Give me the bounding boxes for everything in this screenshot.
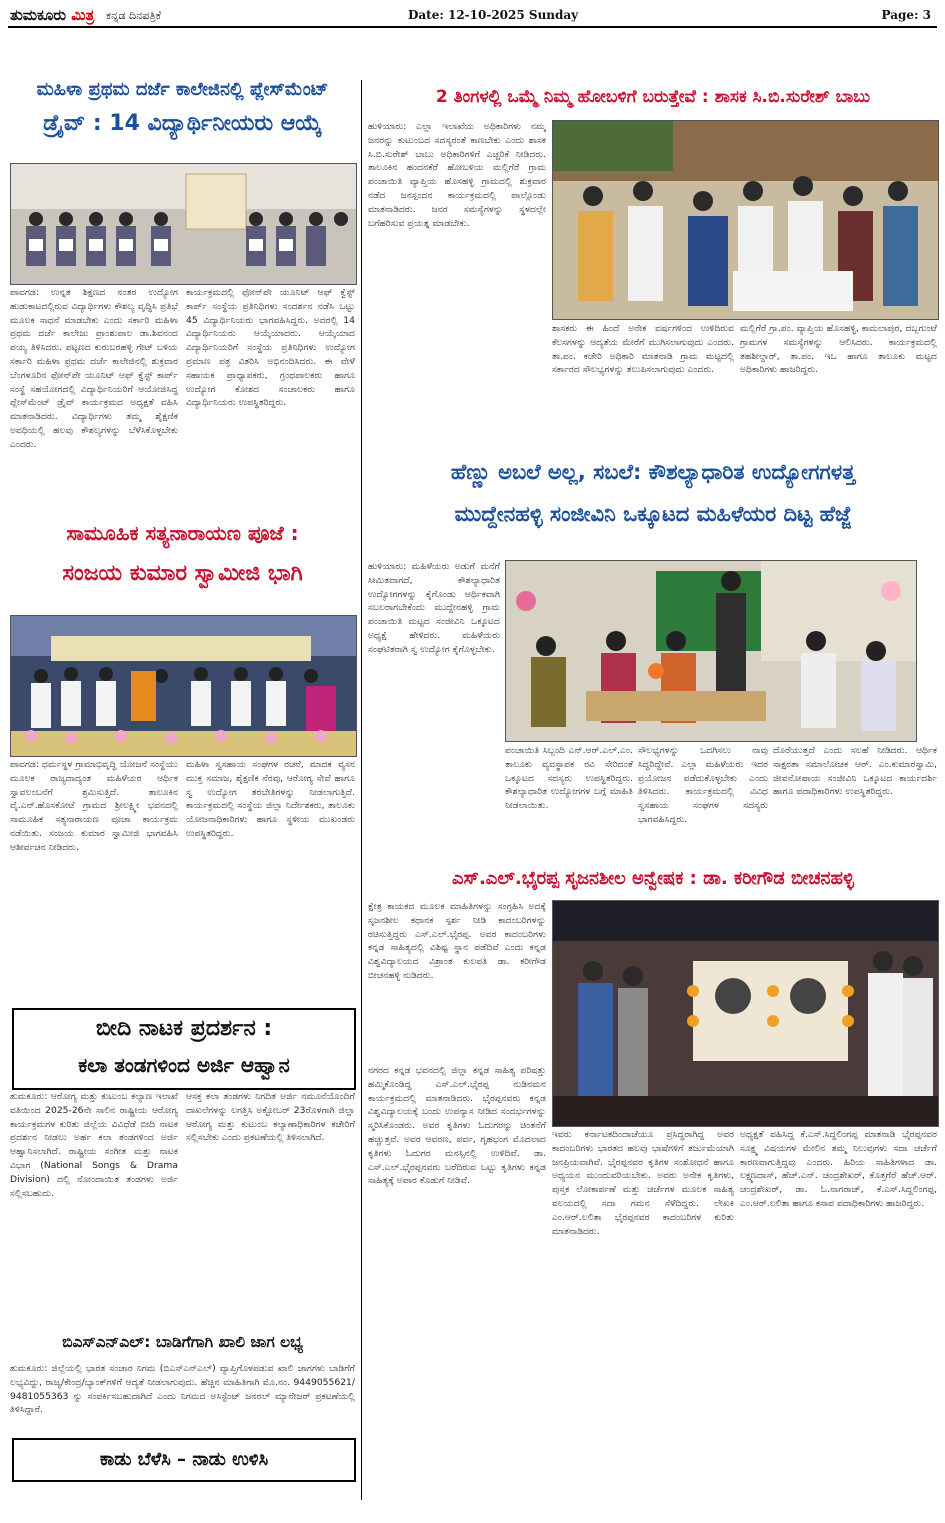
pooja-headline	[10, 522, 355, 612]
women-body-col3: ಸೌಲಭ್ಯಗಳನ್ನು ಒದಗಿಸಲು ನಾವು ಸಿದ್ಧರಿದ್ದೇವೆ. ಎಲ್ಲಾ ಮಹಿಳೆಯರು ಇದರ ಪ್ರಯೋಜನ ಪಡೆದುಕೊಳ್ಳಬೇಕು ಎಂದು ತಿಳಿಸಿದರು. ಕಾರ್ಯಕ್ರಮದಲ್ಲಿ ವಿವಿಧ ಸ್ವಸಹಾಯ ಸಂಘಗಳ ಸದಸ್ಯರು ಭಾಗವಹಿಸಿದ್ದರು.	[638, 745, 768, 825]
women-meeting-photo-image	[506, 561, 916, 741]
byrappa-photo	[552, 900, 939, 1127]
pooja-body-col1: ಪಾವಗಡ: ಧರ್ಮಸ್ಥಳ ಗ್ರಾಮಾಭಿವೃದ್ಧಿ ಯೋಜನೆ ಸಂಸ್ಥೆಯು ಮೂಲಕ ರಾಜ್ಯದಾದ್ಯಂತ ಮಹಿಳೆಯರ ಆರ್ಥಿಕ ಸ್ವಾವಲಂಬನೆಗೆ ಶ್ರಮಿಸುತ್ತಿದೆ. ತಾಲೂಕಿನ ವೈ.ಎನ್.ಹೊಸಕೋಟೆ ಗ್ರಾಮದ ಶ್ರೀಲಕ್ಷ್ಮೀ ಭವನದಲ್ಲಿ ಸಾಮೂಹಿಕ ಸತ್ಯನಾರಾಯಣ ಪೂಜಾ ಕಾರ್ಯಕ್ರಮ ನಡೆಯಿತು. ಸಂಜಯ ಕುಮಾರ ಸ್ವಾಮೀಜಿ ಭಾಗವಹಿಸಿ ಆಶೀರ್ವಚನ ನೀಡಿದರು.	[10, 759, 178, 853]
mla-body-col1: ಹುಳಿಯಾರು: ಎಲ್ಲಾ ಇಲಾಖೆಯ ಅಧಿಕಾರಿಗಳು ನಮ್ಮ ಜನರನ್ನು ಕುಟುಂಬದ ಸದಸ್ಯರಂತೆ ಕಾಣಬೇಕು ಎಂದು ಶಾಸಕ ಸಿ.ಬಿ.ಸುರೇಶ್ ಬಾಬು ಅಧಿಕಾರಿಗಳಿಗೆ ಎಚ್ಚರಿಕೆ ನೀಡಿದರು. ತಾಲೂಕಿನ ಹಂದನಕೆರೆ ಹೋಬಳಿಯ ಮಲ್ಲಿಗೆರೆ ಗ್ರಾಮ ಪಂಚಾಯಿತಿ ವ್ಯಾಪ್ತಿಯ ಹೊಸಹಳ್ಳಿ ಗ್ರಾಮದಲ್ಲಿ ಶುಕ್ರವಾರ ನಡೆದ ಜನಸ್ಪಂದನ ಕಾರ್ಯಕ್ರಮದಲ್ಲಿ ಪಾಲ್ಗೊಂಡು ಮಾತನಾಡಿದರು. ಜನರ ಸಮಸ್ಯೆಗಳನ್ನು ಸ್ಥಳದಲ್ಲೇ ಬಗೆಹರಿಸುವ ಪ್ರಯತ್ನ ಮಾಡಬೇಕು.	[368, 121, 546, 229]
page-number: Page: 3	[881, 8, 931, 22]
students-group-photo-image	[11, 164, 356, 284]
mla-body-col2: ಶಾಸಕರು ಈ ಹಿಂದೆ ಅನೇಕ ವರ್ಷಗಳಿಂದ ಉಳಿದಿರುವ ಕೆಲಸಗಳನ್ನು ಆದ್ಯತೆಯ ಮೇರೆಗೆ ಮುಗಿಸಲಾಗುವುದು ಎಂದರು. ತಾ.ಪಂ. ಕಚೇರಿ ಅಧಿಕಾರಿ ಮಾತನಾಡಿ ಗ್ರಾಮ ಮಟ್ಟದಲ್ಲಿ ಸರ್ಕಾರದ ಸೌಲಭ್ಯಗಳನ್ನು ತಲುಪಿಸಲಾಗುವುದು ಎಂದರು.	[552, 323, 734, 376]
byrappa-body-col1a: ಕ್ಷೇತ್ರ ಕಾಯಕದ ಮೂಲಕ ಮಾಹಿತಿಗಳನ್ನು ಸಂಗ್ರಹಿಸಿ ಅದಕ್ಕೆ ಸೃಜನಶೀಲ ಕಥಾನಕ ಸ್ಪರ್ಶ ನೀಡಿ ಕಾದಂಬರಿಗಳನ್ನು ರಚಿಸುತ್ತಿದ್ದರು ಎಸ್.ಎಲ್.ಭೈರಪ್ಪ. ಅವರ ಕಾದಂಬರಿಗಳು ಕನ್ನಡ ಸಾಹಿತ್ಯದಲ್ಲಿ ವಿಶಿಷ್ಟ ಸ್ಥಾನ ಪಡೆದಿವೆ ಎಂದು ಕನ್ನಡ ವಿಶ್ವವಿದ್ಯಾಲಯದ ವಿಶ್ರಾಂತ ಕುಲಪತಿ ಡಾ. ಕರೀಗೌಡ ಬೀಚನಹಳ್ಳಿ ನುಡಿದರು.	[368, 901, 546, 981]
women-headline	[368, 460, 938, 556]
issue-date: Date: 12-10-2025 Sunday	[408, 8, 579, 22]
byrappa-body-col3: ಅಧ್ಯಕ್ಷತೆ ವಹಿಸಿದ್ದ ಕೆ.ಎಸ್.ಸಿದ್ದಲಿಂಗಪ್ಪ ಮಾತನಾಡಿ ಭೈರಪ್ಪನವರ ಸೂಕ್ಷ್ಮ ವಿಷಯಗಳ ಮೇಲಿನ ತಮ್ಮ ನಿಲುವುಗಳು ಸದಾ ಚರ್ಚೆಗೆ ಕಾರಣವಾಗುತ್ತಿದ್ದವು ಎಂದರು. ಹಿರಿಯ ಸಾಹಿತಿಗಳಾದ ಡಾ. ಲಕ್ಷ್ಮಣದಾಸ್, ಹೆಚ್.ಎನ್. ಚಂದ್ರಶೇಖರ್, ಕೊತ್ತಗೆರೆ ಹೆಚ್.ಆರ್. ಚಂದ್ರಶೇಖರ್, ಡಾ. ಓ.ನಾಗರಾಜ್, ಕೆ.ಎಸ್.ಸಿದ್ದಲಿಂಗಪ್ಪ, ಎಂ.ಆರ್.ಲಲಿತಾ ಹಾಗೂ ಕಸಾಪ ಪದಾಧಿಕಾರಿಗಳು ಹಾಜರಿದ್ದರು.	[740, 1129, 937, 1209]
street-play-headline	[12, 1008, 356, 1090]
masthead	[8, 4, 937, 28]
placement-headline-line2: ಡ್ರೈವ್ : 14 ವಿದ್ಯಾರ್ಥಿನೀಯರು ಆಯ್ಕೆ	[43, 110, 322, 136]
placement-headline-line1: ಮಹಿಳಾ ಪ್ರಥಮ ದರ್ಜೆ ಕಾಲೇಜಿನಲ್ಲಿ ಪ್ಲೇಸ್‌ಮೆಂಟ್	[36, 80, 329, 100]
mla-body-col3: ಮಲ್ಲಿಗೆರೆ ಗ್ರಾ.ಪಂ. ವ್ಯಾಪ್ತಿಯ ಹೊಸಹಳ್ಳಿ, ಕಾಮಲಾಪುರ, ದಬ್ಬಗುಂಟೆ ಗ್ರಾಮಗಳ ಸಮಸ್ಯೆಗಳನ್ನು ಆಲಿಸಿದರು. ಕಾರ್ಯಕ್ರಮದಲ್ಲಿ ತಹಶೀಲ್ದಾರ್, ತಾ.ಪಂ. ಇಒ ಹಾಗೂ ತಾಲೂಕು ಮಟ್ಟದ ಅಧಿಕಾರಿಗಳು ಹಾಜರಿದ್ದರು.	[740, 323, 937, 376]
placement-body-col1: ಪಾವಗಡ: ಉನ್ನತ ಶಿಕ್ಷಣದ ನಂತರ ಉದ್ಯೋಗ ಹುಡುಕಾಟದಲ್ಲಿರುವ ವಿದ್ಯಾರ್ಥಿಗಳು ಕೌಶಲ್ಯ ವೃದ್ಧಿಸಿ ಪ್ರತಿಭೆ ಮೂಲಕ ಸಾಧನೆ ಮಾಡಬೇಕು ಎಂದು ಸರ್ಕಾರಿ ಮಹಿಳಾ ಪ್ರಥಮ ದರ್ಜೆ ಕಾಲೇಜು ಪ್ರಾಂಶುಪಾಲ ಡಾ.ಶಿವನಂದ ಪಯ್ಯ ತಿಳಿಸಿದರು. ಪಟ್ಟಣದ ಕುರುಬರಹಳ್ಳಿ ಗೇಟ್ ಬಳಿಯ ಸರ್ಕಾರಿ ಮಹಿಳಾ ಪ್ರಥಮ ದರ್ಜೆ ಕಾಲೇಜಿನಲ್ಲಿ ಶುಕ್ರವಾರ ಬೆಂಗಳೂರಿನ ಫೋನ್‌ಪೇ ಯೂನಿಟ್ ಆಫ್ ಕ್ವೆಸ್ಟ್ ಕಾರ್ಪ್ ಸಂಸ್ಥೆ ಸಹಯೋಗದಲ್ಲಿ ವಿದ್ಯಾರ್ಥಿನಿಯರಿಗೆ ಆಯೋಜಿಸಿದ್ದ ಪ್ಲೇಸ್‌ಮೆಂಟ್ ಡ್ರೈವ್ ಕಾರ್ಯಕ್ರಮದ ಅಧ್ಯಕ್ಷತೆ ವಹಿಸಿ ಮಾತನಾಡಿದರು. ವಿದ್ಯಾರ್ಥಿಗಳು ತಮ್ಮ ಶೈಕ್ಷಣಿಕ ಅವಧಿಯಲ್ಲಿ ಹಲವು ಕೌಶಲ್ಯಗಳನ್ನು ಬೆಳೆಸಿಕೊಳ್ಳಬೇಕು ಎಂದರು.	[10, 287, 178, 450]
women-body-col2: ಪಂಚಾಯಿತಿ ಸಿಬ್ಬಂದಿ ಎನ್.ಆರ್.ಎಲ್.ಎಂ. ತಾಲೂಕು ವ್ಯವಸ್ಥಾಪಕ ರವಿ ಸೇರಿದಂತೆ ಒಕ್ಕೂಟದ ಸದಸ್ಯರು ಉಪಸ್ಥಿತರಿದ್ದರು. ಕೌಶಲ್ಯಾಧಾರಿತ ಉದ್ಯೋಗಗಳ ಬಗ್ಗೆ ಮಾಹಿತಿ ನೀಡಲಾಯಿತು.	[505, 745, 633, 812]
placement-photo	[10, 163, 357, 285]
byrappa-body-col2: ಇವರು ಕರ್ನಾಟಕದಿಂದಾಚೆಯೂ ಪ್ರಸಿದ್ಧರಾಗಿದ್ದ ಅವರ ಕಾದಂಬರಿಗಳು ಭಾರತದ ಹಲವು ಭಾಷೆಗಳಿಗೆ ತರ್ಜುಮೆಯಾಗಿ ಜನಪ್ರಿಯವಾಗಿವೆ. ಭೈರಪ್ಪನವರ ಕೃತಿಗಳ ಸಂಶೋಧನೆ ಹಾಗೂ ಅಧ್ಯಯನ ಮುಂದುವರಿಯಬೇಕು. ಅವರು ಅನೇಕ ಕೃತಿಗಳು, ಪುಸ್ತಕ ಲೋಕಾರ್ಪಣೆ ಮತ್ತು ಚರ್ಚೆಗಳ ಮೂಲಕ ಸಾಹಿತ್ಯ ವಲಯದಲ್ಲಿ ಸದಾ ಗಮನ ಸೆಳೆದಿದ್ದರು. ಲೇಖಕಿ ಎಂ.ಆರ್.ಲಲಿತಾ ಭೈರಪ್ಪನವರ ಕಾದಂಬರಿಗಳ ಕುರಿತು ಮಾತನಾಡಿದರು.	[552, 1129, 734, 1237]
mla-photo	[552, 120, 939, 320]
logo-accent: ಮಿತ್ರ	[71, 6, 95, 24]
byrappa-body-col1b: ನಗರದ ಕನ್ನಡ ಭವನದಲ್ಲಿ ಜಿಲ್ಲಾ ಕನ್ನಡ ಸಾಹಿತ್ಯ ಪರಿಷತ್ತು ಹಮ್ಮಿಕೊಂಡಿದ್ದ ಎಸ್.ಎಲ್.ಭೈರಪ್ಪ ನುಡಿನಮನ ಕಾರ್ಯಕ್ರಮದಲ್ಲಿ ಮಾತನಾಡಿದರು. ಭೈರಪ್ಪನವರು ಕನ್ನಡ ವಿಶ್ವವಿದ್ಯಾಲಯಕ್ಕೆ ಬಂದು ಉಪನ್ಯಾಸ ನೀಡಿದ ಸಂದರ್ಭಗಳನ್ನು ಸ್ಮರಿಸಿಕೊಂಡರು. ಅವರ ಕೃತಿಗಳು ಓದುಗರನ್ನು ಚಿಂತನೆಗೆ ಹಚ್ಚುತ್ತವೆ. ಅವರ ಆವರಣ, ಪರ್ವ, ಗೃಹಭಂಗ ಮೊದಲಾದ ಕೃತಿಗಳು ಓದುಗರ ಮನಸ್ಸಿನಲ್ಲಿ ಉಳಿದಿವೆ. ಡಾ. ಎಸ್.ಎಲ್.ಭೈರಪ್ಪನವರು ಬರೆದಿರುವ ಒಟ್ಟು ಕೃತಿಗಳು ಕನ್ನಡ ಸಾಹಿತ್ಯಕ್ಕೆ ಅಪಾರ ಕೊಡುಗೆ ನೀಡಿವೆ.	[368, 1065, 546, 1187]
pooja-headline-line1: ಸಾಮೂಹಿಕ ಸತ್ಯನಾರಾಯಣ ಪೂಜೆ :	[66, 522, 299, 545]
pooja-stage-photo-image	[11, 616, 356, 756]
women-body-col4: ದೊರೆಯುತ್ತದೆ ಎಂದು ಸಲಹೆ ನೀಡಿದರು. ಆರ್ಥಿಕ ಸಾಕ್ಷರತಾ ಸಮಾಲೋಚಕ ಆರ್. ಎಂ.ಕುಮಾರಸ್ವಾಮಿ, ಜೀವನೋಪಾಯ ಸಂಜೀವಿನಿ ಒಕ್ಕೂಟದ ಕಾರ್ಯದರ್ಶಿ ಹಾಗೂ ಪದಾಧಿಕಾರಿಗಳು ಉಪಸ್ಥಿತರಿದ್ದರು.	[773, 745, 937, 798]
paper-subtitle: ಕನ್ನಡ ದಿನಪತ್ರಿಕೆ	[106, 9, 162, 22]
byrappa-tribute-photo-image	[553, 901, 938, 1126]
pooja-photo	[10, 615, 357, 757]
mla-headline: 2 ತಿಂಗಳಲ್ಲಿ ಒಮ್ಮೆ ನಿಮ್ಮ ಹೋಬಳಿಗೆ ಬರುತ್ತೇವೆ : ಶಾಸಕ ಸಿ.ಬಿ.ಸುರೇಶ್ ಬಾಬು	[435, 87, 871, 107]
bsnl-body: ತುಮಕೂರು: ಜಿಲ್ಲೆಯಲ್ಲಿ ಭಾರತ ಸಂಚಾರ ನಿಗಮ (ಬಿಎಸ್‌ಎನ್‌ಎಲ್) ವ್ಯಾಪ್ತಿಗೊಳಪಡುವ ಖಾಲಿ ಜಾಗಗಳು ಬಾಡಿಗೆಗೆ ಲಭ್ಯವಿದ್ದು, ರಾಜ್ಯ/ಕೇಂದ್ರ/ಬ್ಯಾಂಕ್‌ಗಳಿಗೆ ಆದ್ಯತೆ ನೀಡಲಾಗುವುದು. ಹೆಚ್ಚಿನ ಮಾಹಿತಿಗಾಗಿ ಮೊ.ನಂ. 9449055621/ 9481055363 ನ್ನು ಸಂಪರ್ಕಿಸಬಹುದಾಗಿದೆ ಎಂದು ನಿಗಮದ ಅಸಿಸ್ಟೆಂಟ್ ಜನರಲ್ ಮ್ಯಾನೇಜರ್ ಪ್ರಕಟಣೆಯಲ್ಲಿ ತಿಳಿಸಿದ್ದಾರೆ.	[10, 1363, 355, 1416]
street-play-body-col2: ಆಸಕ್ತ ಕಲಾ ತಂಡಗಳು ನಿಗದಿತ ಅರ್ಜಿ ನಮೂನೆಯೊಂದಿಗೆ ದಾಖಲೆಗಳನ್ನು ಲಗತ್ತಿಸಿ ಅಕ್ಟೋಬರ್ 23ರೊಳಗಾಗಿ ಜಿಲ್ಲಾ ಆರೋಗ್ಯ ಮತ್ತು ಕುಟುಂಬ ಕಲ್ಯಾಣಾಧಿಕಾರಿಗಳ ಕಚೇರಿಗೆ ಸಲ್ಲಿಸಬೇಕು ಎಂದು ಪ್ರಕಟಣೆಯಲ್ಲಿ ತಿಳಿಸಲಾಗಿದೆ.	[186, 1091, 355, 1144]
street-play-headline-line1: ಬೀದಿ ನಾಟಕ ಪ್ರದರ್ಶನ :	[95, 1016, 273, 1041]
women-photo	[505, 560, 917, 742]
women-headline-line2: ಮುದ್ದೇನಹಳ್ಳಿ ಸಂಜೀವಿನಿ ಒಕ್ಕೂಟದ ಮಹಿಳೆಯರ ದಿಟ್ಟ ಹೆಜ್ಜೆ	[454, 502, 852, 527]
bsnl-headline: ಬಿಎಸ್‌ಎನ್‌ಎಲ್: ಬಾಡಿಗೆಗಾಗಿ ಖಾಲಿ ಜಾಗ ಲಭ್ಯ	[62, 1334, 303, 1351]
logo-text: ತುಮಕೂರು	[10, 6, 67, 24]
pooja-body-col2: ಮಹಿಳಾ ಸ್ವಸಹಾಯ ಸಂಘಗಳ ರಚನೆ, ಮಾದಕ ವ್ಯಸನ ಮುಕ್ತ ಸಮಾಜ, ಶೈಕ್ಷಣಿಕ ನೆರವು, ಆರೋಗ್ಯ ಸೇವೆ ಹಾಗೂ ಸ್ವ ಉದ್ಯೋಗ ತರಬೇತಿಗಳನ್ನು ನೀಡಲಾಗುತ್ತಿದೆ. ಕಾರ್ಯಕ್ರಮದಲ್ಲಿ ಸಂಸ್ಥೆಯ ಜಿಲ್ಲಾ ನಿರ್ದೇಶಕರು, ತಾಲೂಕು ಯೋಜನಾಧಿಕಾರಿಗಳು ಹಾಗೂ ಸ್ಥಳೀಯ ಮುಖಂಡರು ಉಪಸ್ಥಿತರಿದ್ದರು.	[186, 759, 355, 839]
mla-meeting-photo-image	[553, 121, 938, 319]
paper-logo	[10, 6, 94, 24]
street-play-headline-line2: ಕಲಾ ತಂಡಗಳಿಂದ ಅರ್ಜಿ ಆಹ್ವಾನ	[78, 1053, 290, 1077]
pooja-headline-line2: ಸಂಜಯ ಕುಮಾರ ಸ್ವಾಮೀಜಿ ಭಾಗಿ	[62, 561, 303, 586]
byrappa-headline: ಎಸ್.ಎಲ್.ಭೈರಪ್ಪ ಸೃಜನಶೀಲ ಅನ್ವೇಷಕ : ಡಾ. ಕರೀಗೌಡ ಬೀಚನಹಳ್ಳಿ	[452, 868, 854, 889]
women-body-col1: ಹುಳಿಯಾರು: ಮಹಿಳೆಯರು ಅಡುಗೆ ಮನೆಗೆ ಸೀಮಿತವಾಗದೆ, ಕೌಶಲ್ಯಾಧಾರಿತ ಉದ್ಯೋಗಗಳನ್ನು ಕೈಗೊಂಡು ಆರ್ಥಿಕವಾಗಿ ಸಬಲರಾಗಬೇಕೆಂದು ಮುದ್ದೇನಹಳ್ಳಿ ಗ್ರಾಮ ಪಂಚಾಯಿತಿ ಮಟ್ಟದ ಸಂಜೀವಿನಿ ಒಕ್ಕೂಟದ ಅಧ್ಯಕ್ಷೆ ಹೇಳಿದರು. ಮಹಿಳೆಯರು ಸಂಘಟಿತರಾಗಿ ಸ್ವ ಉದ್ಯೋಗ ಕೈಗೊಳ್ಳಬೇಕು.	[368, 561, 500, 655]
placement-body-col2: ಕಾರ್ಯಕ್ರಮದಲ್ಲಿ ಫೋನ್‌ಪೇ ಯೂನಿಟ್ ಆಫ್ ಕ್ವೆಸ್ಟ್ ಕಾರ್ಪ್ ಸಂಸ್ಥೆಯ ಪ್ರತಿನಿಧಿಗಳು ಸಂದರ್ಶನ ನಡೆಸಿ ಒಟ್ಟು 45 ವಿದ್ಯಾರ್ಥಿನಿಯರು ಭಾಗವಹಿಸಿದ್ದರು. ಅದರಲ್ಲಿ 14 ವಿದ್ಯಾರ್ಥಿನಿಯರು ಆಯ್ಕೆಯಾದರು. ಆಯ್ಕೆಯಾದ ವಿದ್ಯಾರ್ಥಿನಿಯರಿಗೆ ಸಂಸ್ಥೆಯ ಪ್ರತಿನಿಧಿಗಳು ಉದ್ಯೋಗ ಪ್ರಮಾಣ ಪತ್ರ ವಿತರಿಸಿ ಅಭಿನಂದಿಸಿದರು. ಈ ವೇಳೆ ಸಹಾಯಕ ಪ್ರಾಧ್ಯಾಪಕರು, ಗ್ರಂಥಪಾಲಕರು ಹಾಗೂ ಉದ್ಯೋಗ ಕೋಶದ ಸಂಚಾಲಕರು ಹಾಗೂ ವಿದ್ಯಾರ್ಥಿನಿಯರು ಉಪಸ್ಥಿತರಿದ್ದರು.	[186, 287, 355, 409]
street-play-body-col1: ತುಮಕೂರು: ಆರೋಗ್ಯ ಮತ್ತು ಕುಟುಂಬ ಕಲ್ಯಾಣ ಇಲಾಖೆ ವತಿಯಿಂದ 2025-26ನೇ ಸಾಲಿನ ರಾಷ್ಟ್ರೀಯ ಆರೋಗ್ಯ ಕಾರ್ಯಕ್ರಮಗಳ ಕುರಿತು ಜಿಲ್ಲೆಯ ವಿವಿಧೆಡೆ ಬೀದಿ ನಾಟಕ ಪ್ರದರ್ಶನ ನೀಡಲು ಅರ್ಹ ಕಲಾ ತಂಡಗಳಿಂದ ಅರ್ಜಿ ಆಹ್ವಾನಿಸಲಾಗಿದೆ. ರಾಷ್ಟ್ರೀಯ ಸಂಗೀತ ಮತ್ತು ನಾಟಕ ವಿಭಾಗ (National Songs & Drama Division) ದಲ್ಲಿ ನೋಂದಾಯಿತ ತಂಡಗಳು ಅರ್ಜಿ ಸಲ್ಲಿಸಬಹುದು.	[10, 1091, 178, 1199]
column-divider	[361, 80, 362, 1500]
footer-slogan: ಕಾಡು ಬೆಳೆಸಿ – ನಾಡು ಉಳಿಸಿ	[12, 1438, 356, 1482]
placement-headline	[10, 80, 355, 160]
women-headline-line1: ಹೆಣ್ಣು ಅಬಲೆ ಅಲ್ಲ, ಸಬಲೆ: ಕೌಶಲ್ಯಾಧಾರಿತ ಉದ್ಯೋಗಗಳತ್ತ	[450, 460, 856, 484]
